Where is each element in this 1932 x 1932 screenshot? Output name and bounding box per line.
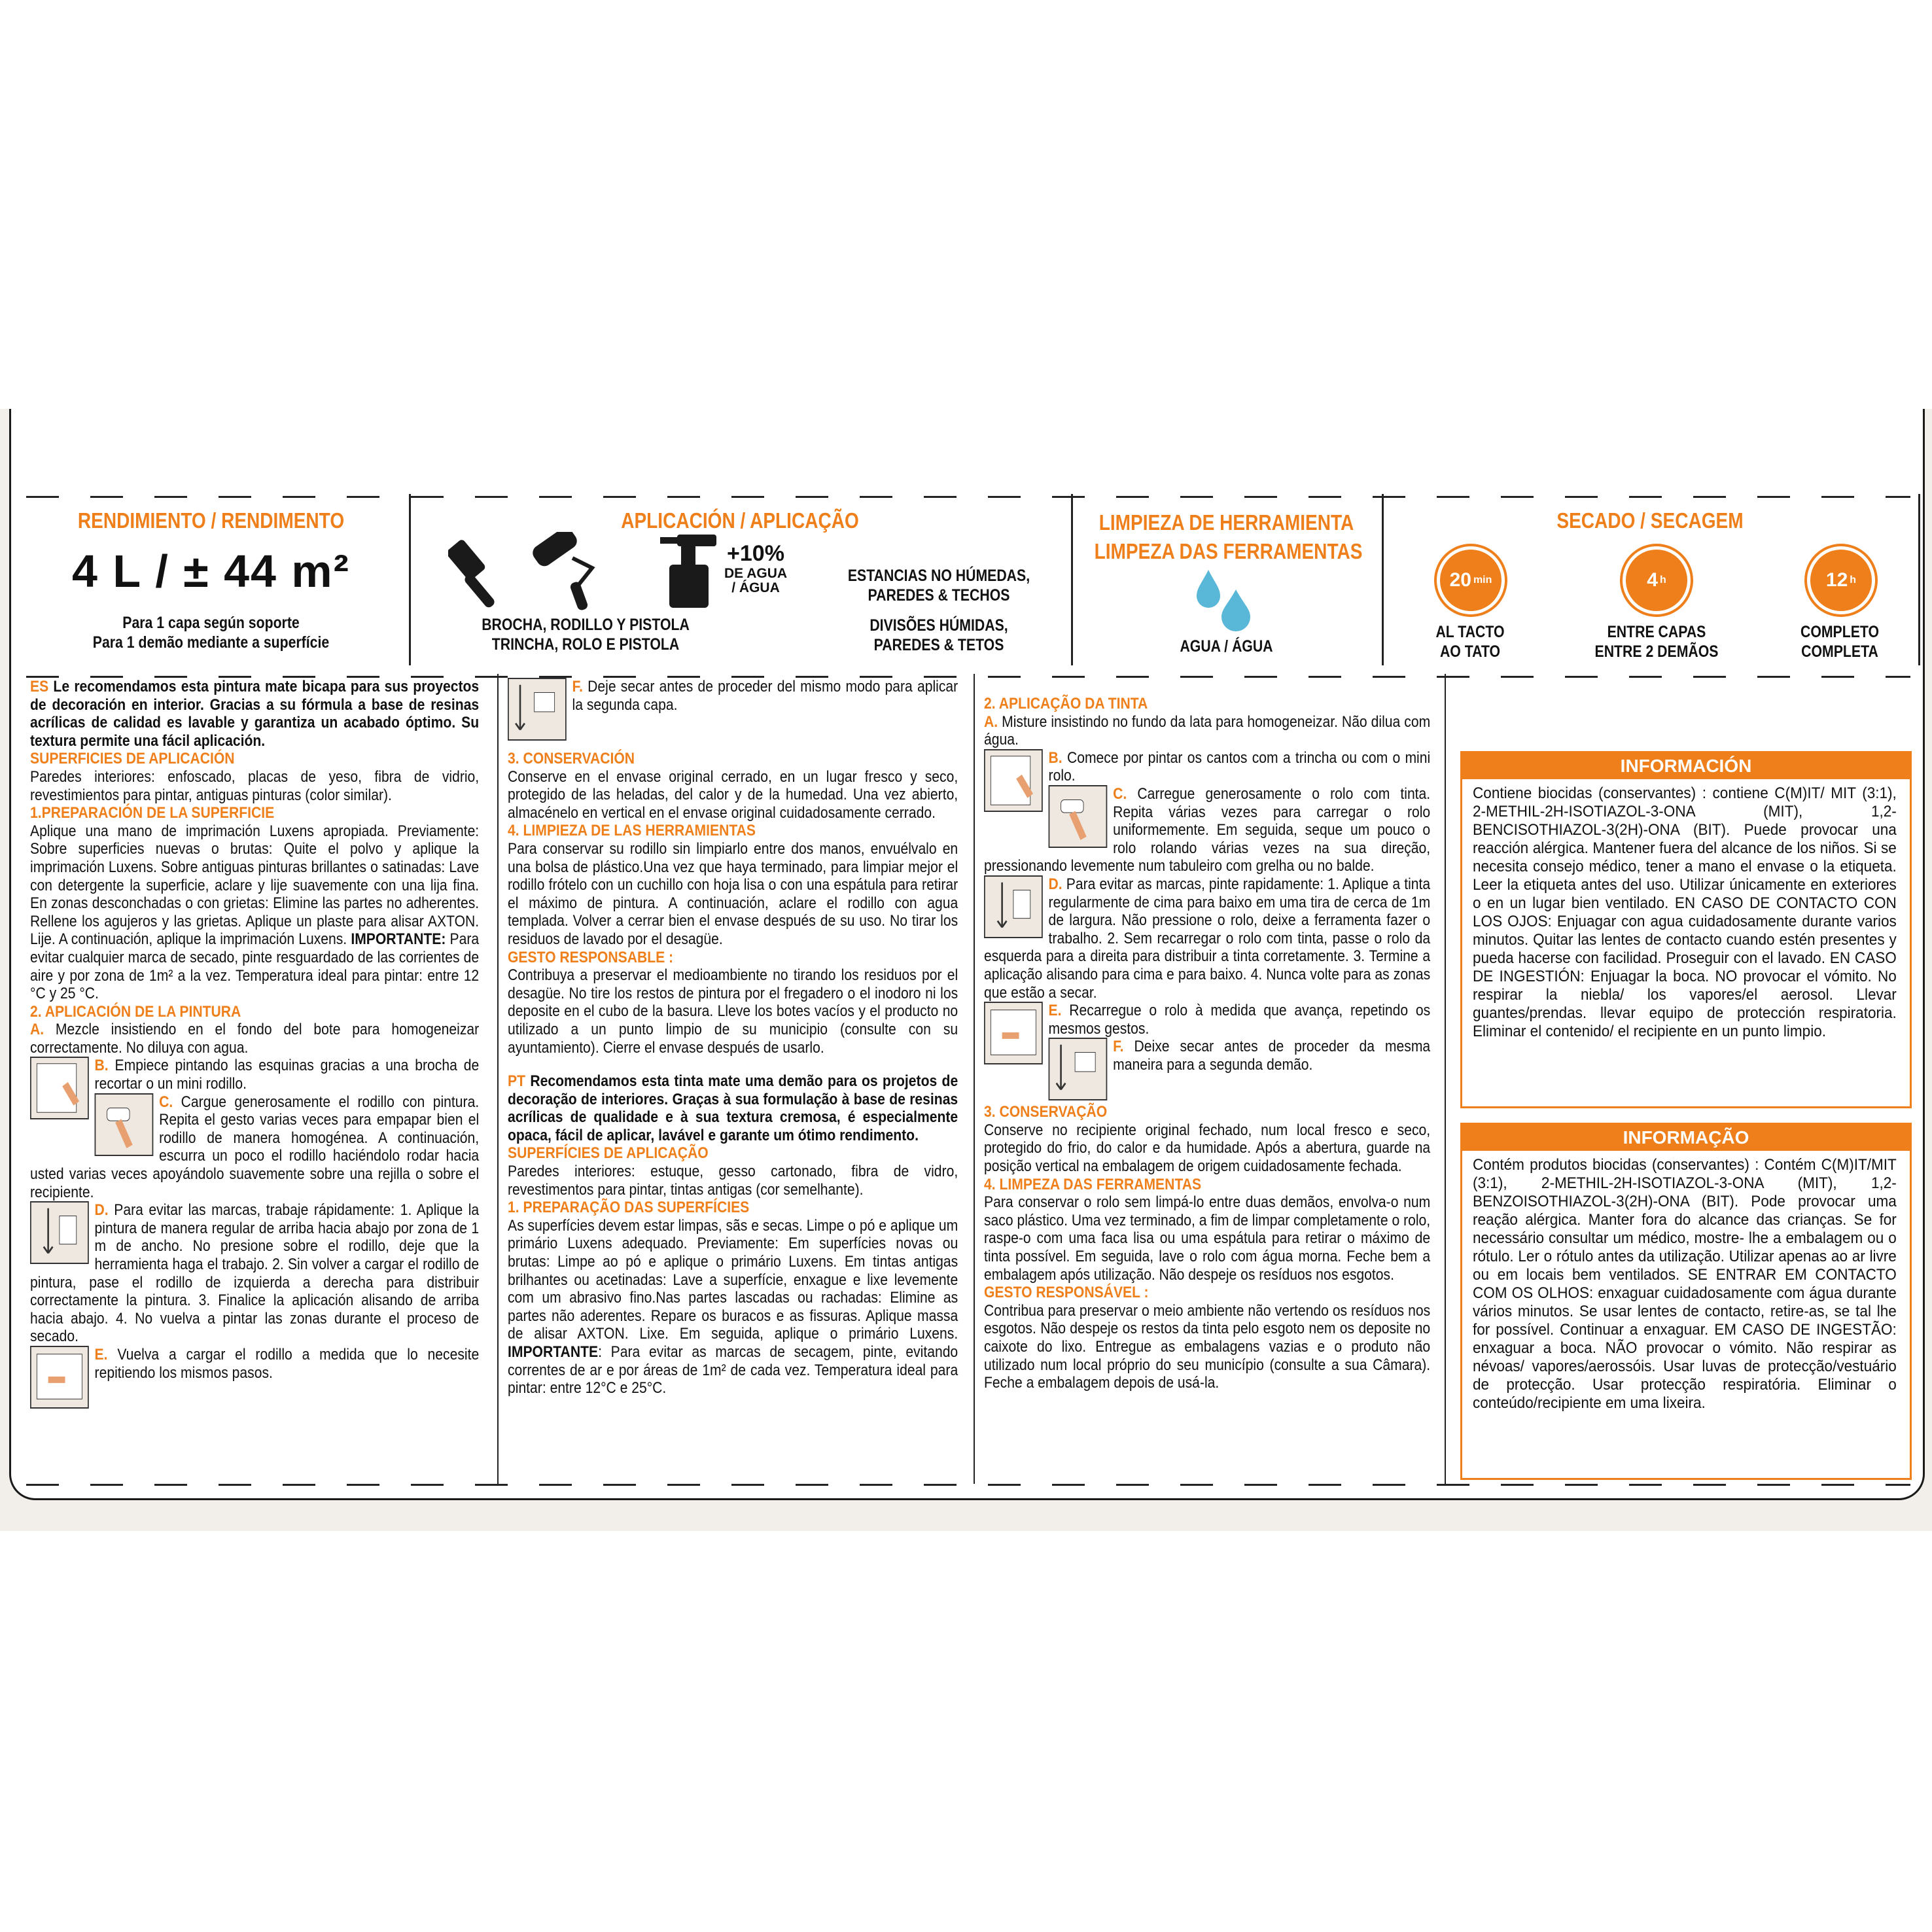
es-limp: Para conservar su rodillo sin limpiarlo entre dos manos, envuélvalo en una bolsa de plástico.Una vez que haya terminado, para limpiar mejor el rodillo frótelo con un cuchillo con hoja lisa o con una espátula para retirar el máximo de pintura. A continuación, aclare el rodillo con agua templada. Volver a cerrar bien el envase después de su uso. No tirar los residuos de lavado por el desagüe.	[508, 839, 958, 948]
pt-h-sup: SUPERFÍCIES DE APLICAÇÃO	[508, 1144, 709, 1163]
info-pt-text: Contém produtos biocidas (conservantes) : Contém C(M)IT/MIT (3:1), 2-METHIL-2H-ISOTIAZOL-3-ONA (MIT), 1,2-BENZOISOTHIAZOL-3(2H)-ONA (BIT). Pode provocar uma reação alérgica. Manter fora do alcance das crianças. Se for necessário consultar um médico, mostre- lhe a embalagem ou o rótulo. Ler o rótulo antes da utilização. Utilizar apenas ao ar livre ou em locais bem ventilados. SE ENTRAR EM CONTACTO COM OS OLHOS: enxaguar cuidadosamente com água durante vários minutos. Se usar lentes de contacto, retire-as, se tal lhe for possível. Continuar a enxaguar. EM CASO DE INGESTÃO: enxaguar a boca. NÃO provocar o vómito. Não respirar as névoas/ vapores/aerossóis. Usar luvas de protecção/vestuário de protecção. Usar protecção respiratória. Eliminar o conteúdo/recipiente em uma lixeira.	[1473, 1156, 1897, 1412]
pt-step-f: Deixe secar antes de proceder da mesma maneira para a segunda demão.	[1113, 1038, 1431, 1074]
column-divider-3	[1445, 674, 1446, 1484]
roller-icon	[527, 532, 612, 610]
pt-step-f-image	[1049, 1038, 1108, 1100]
secado-title: SECADO / SECAGEM	[1556, 508, 1744, 533]
secado-tacto-pt: AO TATO	[1439, 642, 1501, 661]
rendimiento-line2: Para 1 demão mediante a superfície	[92, 633, 330, 652]
step-e-image	[30, 1346, 89, 1409]
step-d-image	[30, 1201, 89, 1264]
clock-icon-20min: 20 min	[1437, 546, 1505, 614]
es-h-cons: 3. CONSERVACIÓN	[508, 750, 635, 767]
brush-icon	[448, 532, 520, 610]
pt-step-e-image	[984, 1002, 1043, 1064]
pt-prep-imp: IMPORTANTE	[508, 1343, 599, 1361]
es-prep2: Para evitar cualquier marca de secado, pinte resguardado de las corrientes de aire y por zona de 1m² a la vez. Temperatura ideal para pintar: entre 12 °C y 25 °C.	[30, 930, 480, 1003]
es-step-c: Cargue generosamente el rodillo con pintura. Repita el gesto varias veces para empapar bien el rodillo de manera homogénea. A continuación, escurra un poco el rodillo haciéndolo rodar hacia usted varias veces apoyándolo suavemente sobre una rejilla o sobre el recipiente.	[30, 1093, 480, 1201]
rendimiento-value: 4 L / ± 44 m²	[72, 546, 350, 597]
pt-step-a: Misture insistindo no fundo da lata para homogeneizar. Não dilua com água.	[984, 712, 1431, 749]
pt-prep1: As superfícies devem estar limpas, sãs e secas. Limpe o pó e aplique um primário Luxens adequado. Previamente: Em superfícies novas ou brutas: Limpe ao pó e aplique o primário Luxens. Em tintas antigas brilhantes ou acetinadas: Lave a superfície, enxague e lixe levemente com um abrasivo fino.Nas partes lascadas ou rachadas: Elimine as partes não aderentes. Repare os buracos e as fissuras. Aplique massa de alisar AXTON. Lixe. Em seguida, aplique o primário Luxens.	[508, 1216, 958, 1343]
water-label2: / ÁGUA	[731, 580, 780, 595]
es-prep-imp: IMPORTANTE:	[351, 930, 446, 949]
rendimiento-title: RENDIMIENTO / RENDIMENTO	[77, 508, 345, 533]
info-pt-title: INFORMAÇÃO	[1462, 1125, 1910, 1151]
limpieza-title-pt: LIMPEZA DAS FERRAMENTAS	[1094, 539, 1363, 563]
info-pt-box	[1460, 1123, 1912, 1480]
limpieza-title-es: LIMPIEZA DE HERRAMIENTA	[1098, 510, 1354, 535]
column-divider-1	[497, 674, 499, 1484]
aplicacion-panel	[409, 494, 1073, 665]
limpieza-panel	[1071, 494, 1384, 665]
es-h-apl: 2. APLICACIÓN DE LA PINTURA	[30, 1002, 241, 1021]
rendimiento-line1: Para 1 capa según soporte	[122, 614, 300, 632]
column-es-2: F. Deje secar antes de proceder del mismo modo para aplicar la segunda capa. 3. CONSERVACIÓN Conserve en el envase original cerrado, en un lugar fresco y seco, protegido de las heladas, del calor y de la humedad. Una vez abierto, almacénelo en vertical en el envase original cuidadosamente cerrado. 4. LIMPIEZA DE LAS HERRAMIENTAS Para conservar su rodillo sin limpiarlo entre dos manos, envuélvalo en una bolsa de plástico.Una vez que haya terminado, para limpiar mejor el rodillo frótelo con un cuchillo con hoja lisa o con una espátula para retirar el máximo de pintura. A continuación, aclare el rodillo con agua templada. Volver a cerrar bien el envase después de su uso. No tirar los residuos de lavado por el desagüe. GESTO RESPONSABLE : Contribuya a preservar el medioambiente no tirando los residuos por el desagüe. No tire los restos de pintura por el fregadero o el inodoro ni los deposite en el cubo de la basura. Lleve los botes vacíos y el producto no utilizado a un punto limpio de su municipio (consulte con su ayuntamiento). Cierre el envase después de usarlo. PT Recomendamos esta tinta mate uma demão para os projetos de decoração de interiores. Graças à sua formulação à base de resinas acrílicas de qualidade e à sua textura cremosa, é especialmente opaca, fácil de aplicar, lavável e garante um ótimo rendimento. SUPERFÍCIES DE APLICAÇÃO Paredes interiores: estuque, gesso cartonado, fibra de vidro, revestimentos para pintar, tintas antigas (cor semelhante). 1. PREPARAÇÃO DAS SUPERFÍCIES As superfícies devem estar limpas, sãs e secas. Limpe o pó e aplique um primário Luxens adequado. Previamente: Em superfícies novas ou brutas: Limpe ao pó e aplique o primário Luxens. Em tintas antigas brilhantes ou acetinadas: Lave a superfície, enxague e lixe levemente com um abrasivo fino.Nas partes lascadas ou rachadas: Elimine as partes não aderentes. Repare os buracos e as fissuras. Aplique massa de alisar AXTON. Lixe. Em seguida, aplique o primário Luxens. IMPORTANTE: Para evitar as marcas de secagem, pinte, evitando correntes de ar e por áreas de 1m² de cada vez. Temperatura ideal para pintar: entre 12°C e 25°C.	[508, 678, 958, 1397]
es-prep1: Aplique una mano de imprimación Luxens apropiada. Previamente: Sobre superficies nuevas o brutas: Quite el polvo y aplique la imprimación Luxens. Sobre antiguas pinturas brillantes o satinadas: Lave con detergente la superficie, aclare y lije suavemente con una lija fina. En zonas desconchadas o con grietas: Elimine las partes no adherentes. Rellene los agujeros y las grietas. Aplique un plaste para alisar AXTON. Lije. A continuación, aplique la imprimación Luxens.	[30, 822, 480, 949]
es-cons: Conserve en el envase original cerrado, en un lugar fresco y seco, protegido de las heladas, del calor y de la humedad. Una vez abierto, almacénelo en vertical en el envase original cuidadosamente cerrado.	[508, 767, 958, 822]
step-c-image	[95, 1093, 154, 1156]
secado-panel	[1382, 494, 1920, 665]
rooms-pt-1: DIVISÕES HÚMIDAS,	[869, 616, 1008, 635]
info-es-title: INFORMACIÓN	[1462, 753, 1910, 779]
rendimiento-panel	[13, 494, 411, 665]
pt-h-apl: 2. APLICAÇÃO DA TINTA	[984, 695, 1148, 712]
dash-divider-bottom	[26, 1484, 1910, 1486]
tools-pt: TRINCHA, ROLO E PISTOLA	[491, 635, 680, 654]
es-h-prep: 1.PREPARACIÓN DE LA SUPERFICIE	[30, 804, 275, 822]
pt-step-d-image	[984, 875, 1043, 938]
es-step-b: Empiece pintando las esquinas gracias a una brocha de recortar o un mini rodillo.	[94, 1057, 480, 1093]
water-drops-icon	[1189, 566, 1261, 631]
water-label1: DE AGUA	[724, 566, 788, 581]
pt-step-d: Para evitar as marcas, pinte rapidamente: 1. Aplique a tinta regularmente de cima para baixo em uma tira de cerca de 1m de largura. Não pressione o rolo, deixe a ferramenta fazer o trabalho. 2. Sem recarregar o rolo com tinta, passe o rolo da esquerda para a direita para distribuir a tinta corretamente. 3. Termine a aplicação alisando para cima e para baixo. 4. Nunca volte para as zonas que estão a secar.	[984, 875, 1431, 1002]
secado-capas-es: ENTRE CAPAS	[1607, 623, 1706, 641]
pt-sup: Paredes interiores: estuque, gesso cartonado, fibra de vidro, revestimentos para pintar, tintas antigas (cor semelhante).	[508, 1163, 958, 1199]
secado-completo-es: COMPLETO	[1800, 623, 1880, 641]
pt-step-e: Recarregue o rolo à medida que avança, repetindo os mesmos gestos.	[1048, 1002, 1431, 1038]
es-h-limp: 4. LIMPIEZA DE LAS HERRAMIENTAS	[508, 822, 756, 840]
step-f-image	[508, 678, 567, 741]
pt-step-b: Comece por pintar os cantos com a trincha ou com o mini rolo.	[1048, 748, 1431, 785]
es-intro: Le recomendamos esta pintura mate bicapa para sus proyectos de decoración en interior. Gracias a su fórmula a base de resinas acrílicas de calidad es lavable y garantiza un acabado óptimo. Su textura permite una fácil aplicación.	[30, 678, 480, 750]
es-step-a: Mezcle insistiendo en el fondo del bote para homogeneizar correctamente. No diluya con agua.	[30, 1021, 480, 1057]
es-sup: Paredes interiores: enfoscado, placas de yeso, fibra de vidrio, revestimientos para pintar, antiguas pinturas (color similar).	[30, 767, 480, 804]
secado-completo-pt: COMPLETA	[1801, 642, 1878, 661]
es-gesto: Contribuya a preservar el medioambiente no tirando los residuos por el desagüe. No tire los restos de pintura por el fregadero o el inodoro ni los deposite en el cubo de la basura. Lleve los botes vacíos y el producto no utilizado a un punto limpio de su municipio (consulte con su ayuntamiento). Cierre el envase después de usarlo.	[508, 966, 958, 1057]
pt-step-b-image	[984, 749, 1043, 812]
pt-step-c: Carregue generosamente o rolo com tinta. Repita várias vezes para carregar o rolo uniformemente. Em seguida, seque um pouco o rolo rolando várias vezes na sua direção, pressionando levemente num tabuleiro com grelha ou no balde.	[984, 784, 1431, 875]
secado-tacto-es: AL TACTO	[1435, 623, 1505, 641]
info-es-text: Contiene biocidas (conservantes) : contiene C(M)IT/ MIT (3:1), 2-METHIL-2H-ISOTIAZOL-3-ONA (MIT), 1,2-BENCISOTHIAZOL-3(2H)-ONA (BIT). Puede provocar una reacción alérgica. Mantener fuera del alcance de los niños. Si se necesita consejo médico, tener a mano el envase o la etiqueta. Leer la etiqueta antes del uso. Utilizar únicamente en exteriores o en un lugar bien ventilado. EN CASO DE CONTACTO CON LOS OJOS: Enjuagar con agua cuidadosamente durante varios minutos. Quitar las lentes de contacto cuando estén presentes y pueda hacerse con facilidad. Proseguir con el lavado. EN CASO DE INGESTIÓN: Enjuagar la boca. NO provocar el vómito. No respirar la niebla/ los vapores/el aerosol. Llevar guantes/prendas. llevar equipo de protección respiratoria. Eliminar el contenido/ el recipiente en un punto limpio.	[1473, 784, 1897, 1040]
pt-h-gesto: GESTO RESPONSÁVEL :	[984, 1284, 1149, 1302]
spray-gun-icon	[658, 532, 720, 610]
column-es-1: ES Le recomendamos esta pintura mate bicapa para sus proyectos de decoración en interior. Gracias a su fórmula a base de resinas acrílicas de calidad es lavable y garantiza un acabado óptimo. Su textura permite una fácil aplicación. SUPERFICIES DE APLICACIÓN Paredes interiores: enfoscado, placas de yeso, fibra de vidrio, revestimientos para pintar, antiguas pinturas (color similar). 1.PREPARACIÓN DE LA SUPERFICIE Aplique una mano de imprimación Luxens apropiada. Previamente: Sobre superficies nuevas o brutas: Quite el polvo y aplique la imprimación Luxens. Sobre antiguas pinturas brillantes o satinadas: Lave con detergente la superficie, aclare y lije suavemente con una lija fina. En zonas desconchadas o con grietas: Elimine las partes no adherentes. Rellene los agujeros y las grietas. Aplique un plaste para alisar AXTON. Lije. A continuación, aplique la imprimación Luxens. IMPORTANTE: Para evitar cualquier marca de secado, pinte resguardado de las corrientes de aire y por zona de 1m² a la vez. Temperatura ideal para pintar: entre 12 °C y 25 °C. 2. APLICACIÓN DE LA PINTURA A. Mezcle insistiendo en el fondo del bote para homogeneizar correctamente. No diluya con agua. B. Empiece pintando las esquinas gracias a una brocha de recortar o un mini rodillo. C. Cargue generosamente el rodillo con pintura. Repita el gesto varias veces para empapar bien el rodillo de manera homogénea. A continuación, escurra un poco el rodillo haciéndolo rodar hacia usted varias veces apoyándolo suavemente sobre una rejilla o sobre el recipiente. D. Para evitar las marcas, trabaje rápidamente: 1. Aplique la pintura de manera regular de arriba hacia abajo por zona de 1 m de ancho. No presione sobre el rodillo, deje que la herramienta haga el trabajo. 2. Sin volver a cargar el rodillo de pintura, pase el rodillo de izquierda a derecha para distribuir correctamente la pintura. 3. Finalice la aplicación alisando de arriba hacia abajo. 4. No vuelva a pintar las zonas durante el proceso de secado. E. Vuelva a cargar el rodillo a medida que lo necesite repitiendo los mismos pasos.	[30, 678, 478, 1411]
es-code: ES	[30, 678, 49, 695]
pt-limp: Para conservar o rolo sem limpá-lo entre duas demãos, envolva-o num saco plástico. Uma vez terminado, a fim de limpar completamente o rolo, raspe-o com uma faca lisa ou uma espátula para retirar o máximo de tinta possível. Em seguida, lave o rolo com água morna. Feche bem a embalagem após utilização. Não despeje os resíduos nos esgotos.	[984, 1193, 1431, 1284]
es-step-e: Vuelva a cargar el rodillo a medida que lo necesite repitiendo los mismos pasos.	[94, 1345, 480, 1382]
water-percent: +10%	[727, 541, 784, 566]
secado-capas-pt: ENTRE 2 DEMÃOS	[1594, 642, 1719, 661]
clock-icon-12h: 12 h	[1807, 546, 1875, 614]
es-step-f: Deje secar antes de proceder del mismo modo para aplicar la segunda capa.	[572, 678, 958, 714]
es-h-sup: SUPERFICIES DE APLICACIÓN	[30, 750, 235, 768]
pt-code: PT	[508, 1072, 525, 1091]
rooms-es-2: PAREDES & TECHOS	[868, 586, 1010, 605]
pt-h-limp: 4. LIMPEZA DAS FERRAMENTAS	[984, 1175, 1202, 1193]
rooms-pt-2: PAREDES & TETOS	[873, 636, 1004, 654]
es-h-gesto: GESTO RESPONSABLE :	[508, 948, 674, 966]
limpieza-label: AGUA / ÁGUA	[1180, 637, 1273, 656]
pt-intro: Recomendamos esta tinta mate uma demão para os projetos de decoração de interiores. Graças à sua formulação à base de resinas acrílicas de qualidade e à sua textura cremosa, é especialmente opaca, fácil de aplicar, lavável e garante um ótimo rendimento.	[508, 1072, 958, 1144]
info-es-box	[1460, 751, 1912, 1108]
pt-prep2: : Para evitar as marcas de secagem, pinte, evitando correntes de ar e por áreas de 1m² de cada vez. Temperatura ideal para pintar: entre 12°C e 25°C.	[508, 1343, 958, 1397]
es-step-d: Para evitar las marcas, trabaje rápidamente: 1. Aplique la pintura de manera regular de arriba hacia abajo por zona de 1 m de ancho. No presione sobre el rodillo, deje que la herramienta haga el trabajo. 2. Sin volver a cargar el rodillo de pintura, pase el rodillo de izquierda a derecha para distribuir correctamente la pintura. 3. Finalice la aplicación alisando de arriba hacia abajo. 4. No vuelva a pintar las zonas durante el proceso de secado.	[30, 1201, 480, 1346]
column-pt-1: 2. APLICAÇÃO DA TINTA A. Misture insistindo no fundo da lata para homogeneizar. Não dilua com água. B. Comece por pintar os cantos com a trincha ou com o mini rolo. C. Carregue generosamente o rolo com tinta. Repita várias vezes para carregar o rolo uniformemente. Em seguida, seque um pouco o rolo rolando várias vezes na sua direção, pressionando levemente num tabuleiro com grelha ou no balde. D. Para evitar as marcas, pinte rapidamente: 1. Aplique a tinta regularmente de cima para baixo em uma tira de cerca de 1m de largura. Não pressione o rolo, deixe a ferramenta fazer o trabalho. 2. Sem recarregar o rolo com tinta, passe o rolo da esquerda para a direita para distribuir a tinta corretamente. 3. Termine a aplicação alisando para cima e para baixo. 4. Nunca volte para as zonas que estão a secar. E. Recarregue o rolo à medida que avança, repetindo os mesmos gestos. F. Deixe secar antes de proceder da mesma maneira para a segunda demão. 3. CONSERVAÇÃO Conserve no recipiente original fechado, num local fresco e seco, protegido do frio, do calor e da humidade. Após a abertura, guarde na posição vertical na embalagem de origem cuidadosamente fechada. 4. LIMPEZA DAS FERRAMENTAS Para conservar o rolo sem limpá-lo entre duas demãos, envolva-o num saco plástico. Uma vez terminado, a fim de limpar completamente o rolo, raspe-o com uma faca lisa ou uma espátula para retirar o máximo de tinta possível. Em seguida, lave o rolo com água morna. Feche bem a embalagem após utilização. Não despeje os resíduos nos esgotos. GESTO RESPONSÁVEL : Contribua para preservar o meio ambiente não vertendo os resíduos nos esgotos. Não despeje os restos da tinta pelo esgoto nem os deposite no caixote do lixo. Entregue as embalagens vazias e o produto não utilizado num local próprio do seu município (consulte a sua Câmara). Feche a embalagem depois de usá-la.	[984, 695, 1431, 1392]
pt-gesto: Contribua para preservar o meio ambiente não vertendo os resíduos nos esgotos. Não despeje os restos da tinta pelo esgoto nem os deposite no caixote do lixo. Entregue as embalagens vazias e o produto não utilizado num local próprio do seu município (consulte a sua Câmara). Feche a embalagem depois de usá-la.	[984, 1301, 1431, 1392]
rooms-es-1: ESTANCIAS NO HÚMEDAS,	[847, 567, 1030, 585]
pt-cons: Conserve no recipiente original fechado, num local fresco e seco, protegido do frio, do calor e da humidade. Após a abertura, guarde na posição vertical na embalagem de origem cuidadosamente fechada.	[984, 1121, 1431, 1176]
column-divider-2	[974, 674, 975, 1484]
aplicacion-title: APLICACIÓN / APLICAÇÃO	[621, 508, 859, 533]
clock-icon-4h: 4 h	[1623, 546, 1691, 614]
step-b-image	[30, 1057, 89, 1119]
tools-es: BROCHA, RODILLO Y PISTOLA	[482, 616, 690, 634]
pt-step-c-image	[1049, 785, 1108, 848]
pt-h-prep: 1. PREPARAÇÃO DAS SUPERFÍCIES	[508, 1199, 750, 1217]
pt-h-cons: 3. CONSERVAÇÃO	[984, 1103, 1108, 1121]
